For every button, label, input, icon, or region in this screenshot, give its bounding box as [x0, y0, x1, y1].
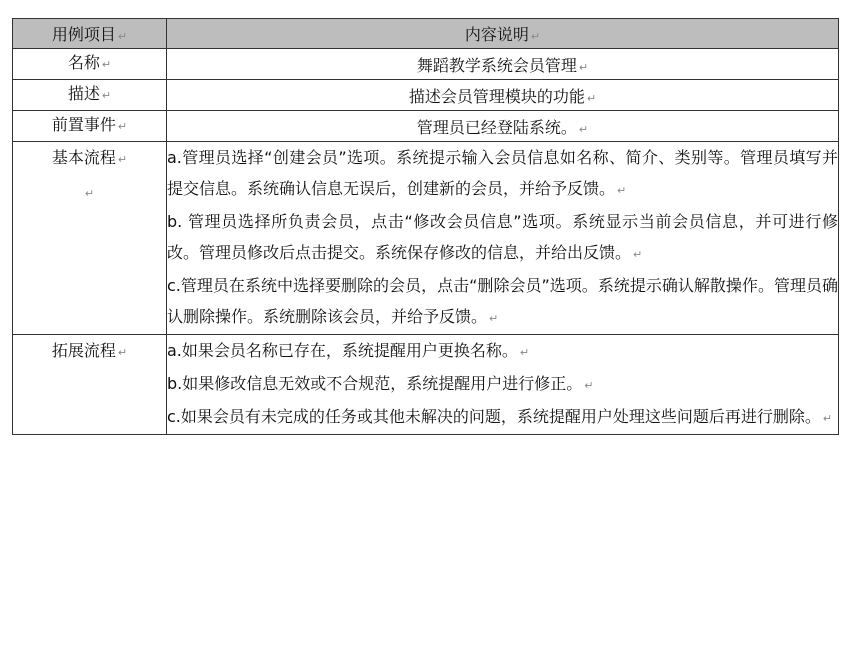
paragraph-mark: ↵	[84, 187, 95, 200]
table-header-row	[13, 19, 839, 49]
paragraph-mark: ↵	[617, 184, 627, 197]
paragraph-mark: ↵	[822, 412, 833, 425]
paragraph-mark: ↵	[584, 379, 594, 392]
row-label-cell	[13, 49, 167, 80]
row-label-basic-flow: 基本流程	[51, 148, 116, 167]
row-label-precondition: 前置事件	[51, 115, 116, 134]
row-content-cell	[167, 142, 839, 335]
row-label-cell	[13, 142, 167, 335]
row-content-description: 描述会员管理模块的功能	[408, 86, 585, 106]
paragraph-mark: ↵	[530, 30, 541, 43]
row-label-cell	[13, 111, 167, 142]
paragraph-mark: ↵	[117, 120, 128, 133]
row-content-cell	[167, 111, 839, 142]
basic-flow-step-c: c.管理员在系统中选择要删除的会员，点击“删除会员”选项。系统提示确认解散操作。管理员确认删除操作。系统删除该会员，并给予反馈。	[167, 276, 838, 326]
basic-flow-paragraph	[167, 270, 838, 334]
basic-flow-paragraph	[167, 142, 838, 206]
row-label-cell	[13, 80, 167, 111]
row-content-name: 舞蹈教学系统会员管理	[416, 55, 577, 75]
paragraph-mark: ↵	[101, 58, 112, 71]
header-label-content-description: 内容说明	[464, 25, 529, 44]
paragraph-mark: ↵	[101, 89, 112, 102]
extended-flow-paragraph	[167, 368, 838, 401]
table-row-description	[13, 80, 839, 111]
row-label-name: 名称	[67, 53, 100, 72]
table-row-extended-flow	[13, 335, 839, 435]
paragraph-mark: ↵	[117, 346, 128, 359]
extended-flow-paragraph	[167, 335, 838, 368]
header-cell-use-case-item	[13, 19, 167, 49]
row-content-cell	[167, 49, 839, 80]
header-label-use-case-item: 用例项目	[51, 25, 116, 44]
basic-flow-step-b: b. 管理员选择所负责会员，点击“修改会员信息”选项。系统显示当前会员信息，并可进行修改。管理员修改后点击提交。系统保存修改的信息，并给出反馈。	[167, 212, 838, 262]
paragraph-mark: ↵	[578, 60, 589, 74]
row-label-extended-flow: 拓展流程	[51, 341, 116, 360]
row-content-precondition: 管理员已经登陆系统。	[416, 117, 577, 137]
basic-flow-step-a: a.管理员选择“创建会员”选项。系统提示输入会员信息如名称、简介、类别等。管理员填写并提交信息。系统确认信息无误后，创建新的会员，并给予反馈。	[167, 148, 838, 198]
table-row-name	[13, 49, 839, 80]
row-label-cell	[13, 335, 167, 435]
paragraph-mark: ↵	[519, 346, 530, 359]
basic-flow-paragraph	[167, 206, 838, 270]
table-row-precondition	[13, 111, 839, 142]
extended-flow-item-c: c.如果会员有未完成的任务或其他未解决的问题，系统提醒用户处理这些问题后再进行删除。	[167, 407, 821, 426]
header-cell-content-description	[167, 19, 839, 49]
use-case-table	[12, 18, 839, 435]
extended-flow-item-b: b.如果修改信息无效或不合规范，系统提醒用户进行修正。	[167, 374, 583, 393]
paragraph-mark: ↵	[633, 248, 643, 261]
extended-flow-item-a: a.如果会员名称已存在，系统提醒用户更换名称。	[167, 341, 518, 360]
paragraph-mark: ↵	[586, 91, 597, 105]
extended-flow-paragraph	[167, 401, 838, 434]
row-content-cell	[167, 80, 839, 111]
paragraph-mark: ↵	[117, 30, 128, 43]
table-row-basic-flow	[13, 142, 839, 335]
paragraph-mark: ↵	[489, 312, 499, 325]
paragraph-mark: ↵	[117, 153, 128, 166]
paragraph-mark: ↵	[578, 122, 589, 136]
row-content-cell	[167, 335, 839, 435]
row-label-description: 描述	[67, 84, 100, 103]
